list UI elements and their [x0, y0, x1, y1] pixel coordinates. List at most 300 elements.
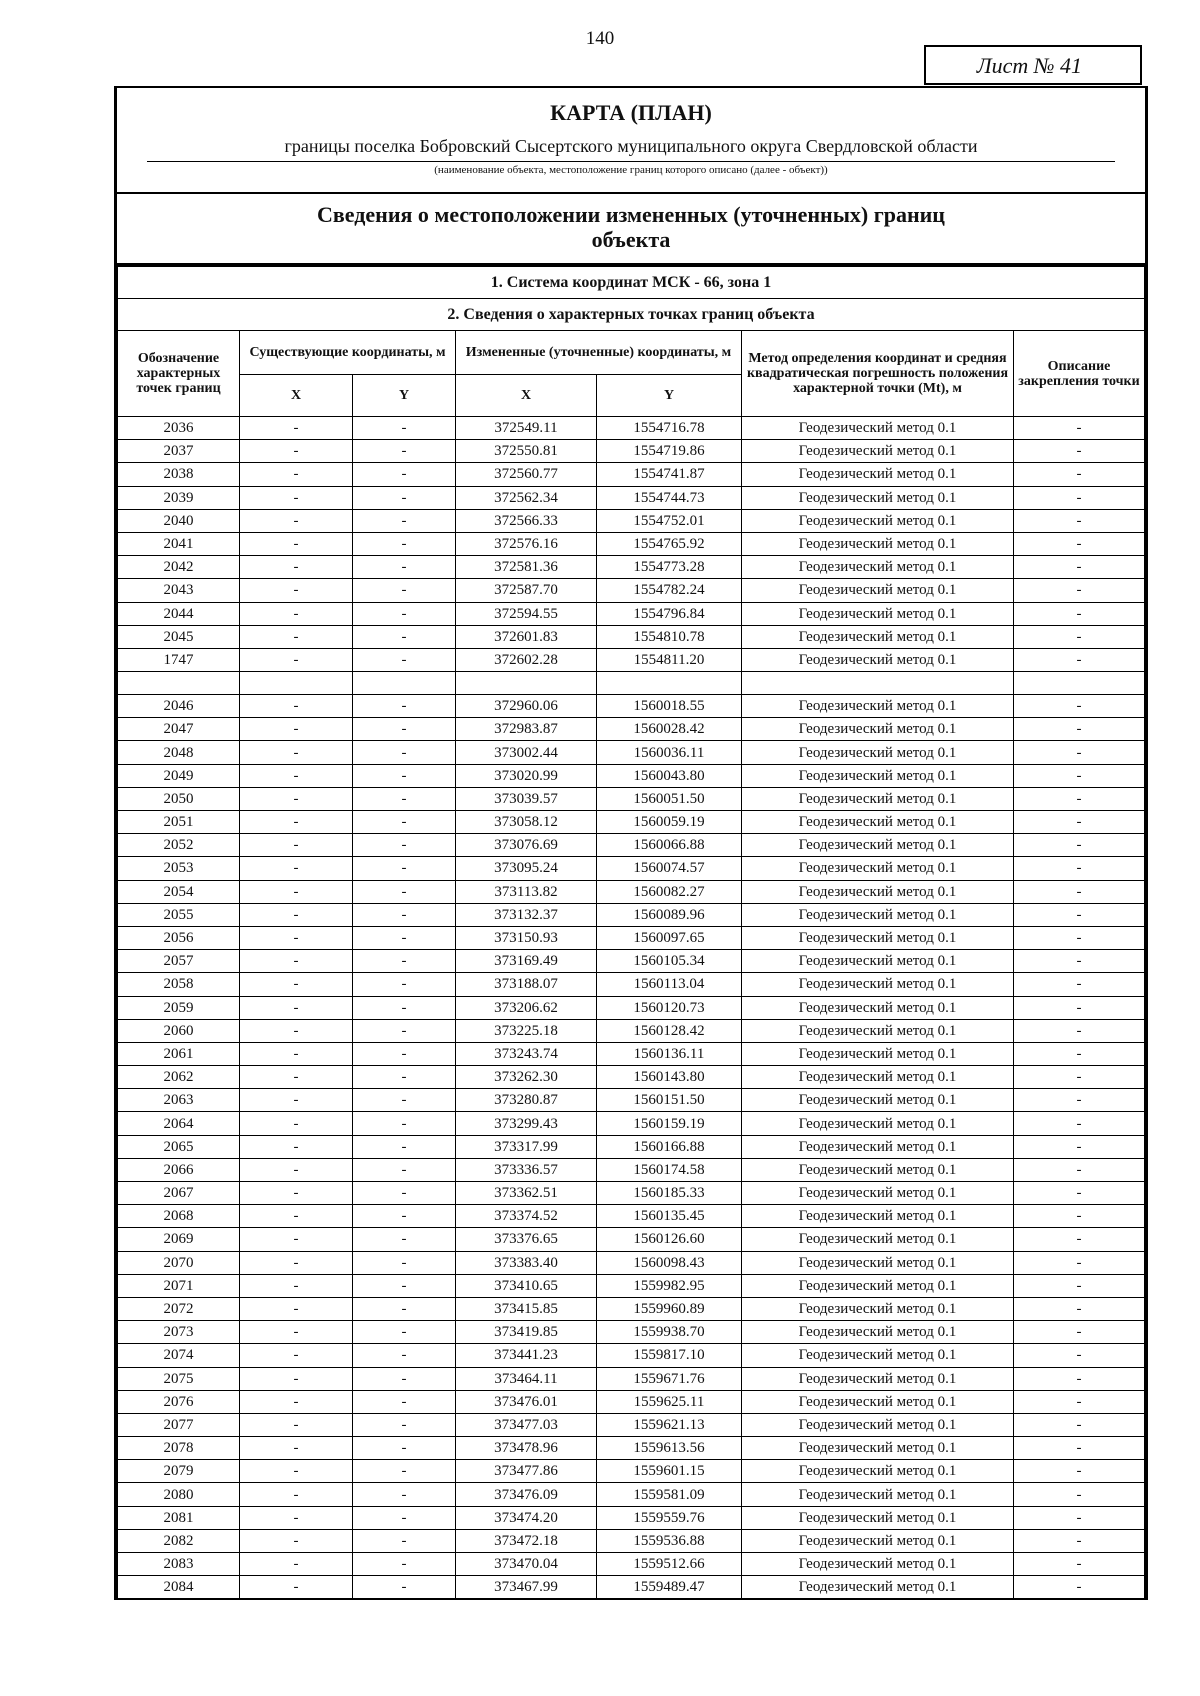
changed-y-cell: 1554810.78: [597, 625, 742, 648]
description-cell: -: [1014, 926, 1145, 949]
table-row: [118, 463, 1145, 486]
document-frame: [114, 86, 1148, 1600]
changed-y-cell: 1554744.73: [597, 486, 742, 509]
changed-x-cell: 373076.69: [456, 834, 597, 857]
table-row: [118, 1437, 1145, 1460]
existing-x-cell: -: [240, 1158, 353, 1181]
method-cell: Геодезический метод 0.1: [742, 1205, 1014, 1228]
table-row: [118, 903, 1145, 926]
description-cell: -: [1014, 741, 1145, 764]
table-row: [118, 1089, 1145, 1112]
description-cell: -: [1014, 1553, 1145, 1576]
existing-y-cell: -: [353, 1506, 456, 1529]
document-title: КАРТА (ПЛАН): [550, 100, 712, 125]
description-cell: -: [1014, 764, 1145, 787]
changed-y-cell: 1559671.76: [597, 1367, 742, 1390]
method-cell: Геодезический метод 0.1: [742, 811, 1014, 834]
changed-y-cell: 1559536.88: [597, 1529, 742, 1552]
existing-x-cell: -: [240, 1112, 353, 1135]
point-id-cell: 2059: [118, 996, 240, 1019]
header-point-id: Обозначение характерных точек границ: [118, 331, 240, 417]
changed-y-cell: 1559489.47: [597, 1576, 742, 1600]
method-cell: Геодезический метод 0.1: [742, 718, 1014, 741]
point-id-cell: 2036: [118, 417, 240, 440]
method-cell: Геодезический метод 0.1: [742, 787, 1014, 810]
point-id-cell: 2082: [118, 1529, 240, 1552]
table-row: [118, 440, 1145, 463]
description-cell: -: [1014, 1089, 1145, 1112]
existing-y-cell: -: [353, 1251, 456, 1274]
changed-y-cell: 1560082.27: [597, 880, 742, 903]
description-cell: -: [1014, 1066, 1145, 1089]
table-row: [118, 672, 1145, 695]
table-row: [118, 834, 1145, 857]
section-title: [117, 194, 1145, 266]
point-id-cell: 2053: [118, 857, 240, 880]
changed-x-cell: 373474.20: [456, 1506, 597, 1529]
table-row: [118, 1182, 1145, 1205]
method-cell: Геодезический метод 0.1: [742, 1437, 1014, 1460]
changed-y-cell: 1560143.80: [597, 1066, 742, 1089]
changed-y-cell: 1560128.42: [597, 1019, 742, 1042]
method-cell: Геодезический метод 0.1: [742, 1576, 1014, 1600]
existing-x-cell: -: [240, 1344, 353, 1367]
description-cell: -: [1014, 1042, 1145, 1065]
existing-x-cell: -: [240, 1437, 353, 1460]
changed-y-cell: 1559601.15: [597, 1460, 742, 1483]
sheet-label: Лист № 41: [924, 45, 1142, 85]
table-row: [118, 486, 1145, 509]
description-cell: -: [1014, 1205, 1145, 1228]
point-id-cell: 2043: [118, 579, 240, 602]
changed-y-cell: 1559982.95: [597, 1274, 742, 1297]
point-id-cell: 2062: [118, 1066, 240, 1089]
point-id-cell: 2048: [118, 741, 240, 764]
existing-x-cell: -: [240, 950, 353, 973]
header-changed-y: Y: [597, 375, 742, 417]
changed-y-cell: 1560051.50: [597, 787, 742, 810]
existing-x-cell: -: [240, 1089, 353, 1112]
changed-x-cell: 373415.85: [456, 1297, 597, 1320]
existing-y-cell: -: [353, 1228, 456, 1251]
existing-y-cell: -: [353, 1367, 456, 1390]
changed-x-cell: 372562.34: [456, 486, 597, 509]
changed-y-cell: 1560136.11: [597, 1042, 742, 1065]
changed-x-cell: 373150.93: [456, 926, 597, 949]
point-id-cell: 2042: [118, 556, 240, 579]
existing-x-cell: -: [240, 1483, 353, 1506]
point-id-cell: 2058: [118, 973, 240, 996]
existing-y-cell: -: [353, 1112, 456, 1135]
changed-x-cell: 372960.06: [456, 695, 597, 718]
changed-y-cell: 1559559.76: [597, 1506, 742, 1529]
table-row: [118, 857, 1145, 880]
coord-system-row: 1. Система координат МСК - 66, зона 1: [118, 267, 1145, 299]
description-cell: -: [1014, 996, 1145, 1019]
changed-y-cell: 1559581.09: [597, 1483, 742, 1506]
existing-x-cell: -: [240, 1019, 353, 1042]
description-cell: -: [1014, 857, 1145, 880]
description-cell: -: [1014, 417, 1145, 440]
changed-y-cell: 1554765.92: [597, 532, 742, 555]
existing-y-cell: -: [353, 509, 456, 532]
description-cell: -: [1014, 880, 1145, 903]
existing-y-cell: -: [353, 787, 456, 810]
changed-x-cell: 373467.99: [456, 1576, 597, 1600]
table-row: [118, 648, 1145, 671]
method-cell: Геодезический метод 0.1: [742, 1158, 1014, 1181]
method-cell: Геодезический метод 0.1: [742, 417, 1014, 440]
table-row: [118, 1390, 1145, 1413]
description-cell: -: [1014, 1437, 1145, 1460]
description-cell: -: [1014, 1182, 1145, 1205]
method-cell: Геодезический метод 0.1: [742, 764, 1014, 787]
description-cell: [1014, 672, 1145, 695]
existing-x-cell: -: [240, 648, 353, 671]
existing-y-cell: -: [353, 1553, 456, 1576]
changed-x-cell: 373476.09: [456, 1483, 597, 1506]
existing-x-cell: -: [240, 1228, 353, 1251]
changed-x-cell: 373095.24: [456, 857, 597, 880]
method-cell: Геодезический метод 0.1: [742, 1089, 1014, 1112]
table-row: [118, 811, 1145, 834]
changed-x-cell: 373132.37: [456, 903, 597, 926]
changed-x-cell: 373419.85: [456, 1321, 597, 1344]
table-row: [118, 1321, 1145, 1344]
method-cell: Геодезический метод 0.1: [742, 532, 1014, 555]
table-row: [118, 1274, 1145, 1297]
method-cell: Геодезический метод 0.1: [742, 950, 1014, 973]
existing-y-cell: -: [353, 486, 456, 509]
existing-x-cell: -: [240, 903, 353, 926]
method-cell: Геодезический метод 0.1: [742, 1390, 1014, 1413]
description-cell: -: [1014, 787, 1145, 810]
existing-x-cell: -: [240, 486, 353, 509]
changed-y-cell: 1560120.73: [597, 996, 742, 1019]
table-row: [118, 1297, 1145, 1320]
existing-y-cell: -: [353, 1042, 456, 1065]
changed-y-cell: 1560066.88: [597, 834, 742, 857]
method-cell: Геодезический метод 0.1: [742, 741, 1014, 764]
existing-y-cell: -: [353, 695, 456, 718]
table-row: [118, 764, 1145, 787]
changed-y-cell: 1559613.56: [597, 1437, 742, 1460]
table-row: [118, 695, 1145, 718]
changed-y-cell: 1559938.70: [597, 1321, 742, 1344]
point-id-cell: 2047: [118, 718, 240, 741]
table-row: [118, 1135, 1145, 1158]
description-cell: -: [1014, 1321, 1145, 1344]
table-row: [118, 1066, 1145, 1089]
changed-x-cell: 373206.62: [456, 996, 597, 1019]
method-cell: Геодезический метод 0.1: [742, 463, 1014, 486]
point-id-cell: 2038: [118, 463, 240, 486]
existing-y-cell: -: [353, 1274, 456, 1297]
changed-x-cell: 373477.86: [456, 1460, 597, 1483]
changed-y-cell: 1554782.24: [597, 579, 742, 602]
method-cell: Геодезический метод 0.1: [742, 1483, 1014, 1506]
existing-y-cell: -: [353, 950, 456, 973]
existing-x-cell: -: [240, 1205, 353, 1228]
changed-x-cell: 373478.96: [456, 1437, 597, 1460]
existing-y-cell: -: [353, 556, 456, 579]
table-row: [118, 1205, 1145, 1228]
page-number: 140: [585, 28, 615, 49]
method-cell: Геодезический метод 0.1: [742, 1228, 1014, 1251]
existing-x-cell: -: [240, 463, 353, 486]
changed-x-cell: 372602.28: [456, 648, 597, 671]
method-cell: Геодезический метод 0.1: [742, 1274, 1014, 1297]
table-row: [118, 741, 1145, 764]
description-cell: -: [1014, 1228, 1145, 1251]
existing-y-cell: -: [353, 718, 456, 741]
existing-x-cell: -: [240, 579, 353, 602]
table-row: [118, 1112, 1145, 1135]
changed-x-cell: 373472.18: [456, 1529, 597, 1552]
existing-y-cell: -: [353, 1205, 456, 1228]
point-id-cell: 2056: [118, 926, 240, 949]
existing-x-cell: -: [240, 440, 353, 463]
description-cell: -: [1014, 834, 1145, 857]
method-cell: Геодезический метод 0.1: [742, 556, 1014, 579]
existing-x-cell: -: [240, 1576, 353, 1600]
method-cell: Геодезический метод 0.1: [742, 1066, 1014, 1089]
existing-x-cell: -: [240, 1135, 353, 1158]
existing-x-cell: -: [240, 857, 353, 880]
points-section-row: 2. Сведения о характерных точках границ объекта: [118, 299, 1145, 331]
table-row: [118, 787, 1145, 810]
existing-x-cell: -: [240, 834, 353, 857]
changed-y-cell: 1559621.13: [597, 1413, 742, 1436]
description-cell: -: [1014, 695, 1145, 718]
method-cell: Геодезический метод 0.1: [742, 926, 1014, 949]
existing-x-cell: -: [240, 1042, 353, 1065]
changed-y-cell: 1560028.42: [597, 718, 742, 741]
existing-y-cell: -: [353, 903, 456, 926]
point-id-cell: 2037: [118, 440, 240, 463]
existing-x-cell: -: [240, 1460, 353, 1483]
object-underline: [147, 161, 1115, 162]
table-row: [118, 509, 1145, 532]
changed-y-cell: 1560089.96: [597, 903, 742, 926]
point-id-cell: 2083: [118, 1553, 240, 1576]
changed-x-cell: 373243.74: [456, 1042, 597, 1065]
changed-x-cell: 373280.87: [456, 1089, 597, 1112]
point-id-cell: 2076: [118, 1390, 240, 1413]
description-cell: -: [1014, 1576, 1145, 1600]
description-cell: -: [1014, 811, 1145, 834]
point-id-cell: 2055: [118, 903, 240, 926]
table-row: [118, 532, 1145, 555]
table-row: [118, 1460, 1145, 1483]
description-cell: -: [1014, 1112, 1145, 1135]
changed-x-cell: 373464.11: [456, 1367, 597, 1390]
changed-x-cell: 373020.99: [456, 764, 597, 787]
existing-y-cell: -: [353, 1135, 456, 1158]
changed-x-cell: 373225.18: [456, 1019, 597, 1042]
table-row: [118, 926, 1145, 949]
description-cell: -: [1014, 648, 1145, 671]
changed-x-cell: 372594.55: [456, 602, 597, 625]
existing-x-cell: -: [240, 787, 353, 810]
changed-x-cell: 373410.65: [456, 1274, 597, 1297]
object-caption: (наименование объекта, местоположение границ которого описано (далее - объект)): [434, 164, 828, 176]
changed-y-cell: 1560159.19: [597, 1112, 742, 1135]
changed-y-cell: 1560105.34: [597, 950, 742, 973]
description-cell: -: [1014, 1460, 1145, 1483]
method-cell: Геодезический метод 0.1: [742, 973, 1014, 996]
existing-x-cell: -: [240, 695, 353, 718]
existing-y-cell: -: [353, 996, 456, 1019]
changed-x-cell: 373374.52: [456, 1205, 597, 1228]
existing-x-cell: -: [240, 1321, 353, 1344]
existing-y-cell: -: [353, 880, 456, 903]
changed-x-cell: 372576.16: [456, 532, 597, 555]
changed-x-cell: 373476.01: [456, 1390, 597, 1413]
method-cell: Геодезический метод 0.1: [742, 1042, 1014, 1065]
existing-y-cell: -: [353, 1390, 456, 1413]
description-cell: -: [1014, 903, 1145, 926]
table-row: [118, 1158, 1145, 1181]
method-cell: Геодезический метод 0.1: [742, 509, 1014, 532]
changed-x-cell: 373058.12: [456, 811, 597, 834]
object-name: границы поселка Бобровский Сысертского муниципального округа Свердловской области: [284, 136, 978, 156]
table-row: [118, 1483, 1145, 1506]
changed-y-cell: 1560185.33: [597, 1182, 742, 1205]
changed-y-cell: 1560097.65: [597, 926, 742, 949]
existing-y-cell: -: [353, 1437, 456, 1460]
method-cell: Геодезический метод 0.1: [742, 1367, 1014, 1390]
point-id-cell: 2084: [118, 1576, 240, 1600]
existing-x-cell: -: [240, 1413, 353, 1436]
table-row: [118, 1019, 1145, 1042]
description-cell: -: [1014, 556, 1145, 579]
changed-x-cell: 372601.83: [456, 625, 597, 648]
table-row: [118, 1367, 1145, 1390]
changed-y-cell: 1560059.19: [597, 811, 742, 834]
table-row: [118, 718, 1145, 741]
changed-x-cell: 373470.04: [456, 1553, 597, 1576]
point-id-cell: 2051: [118, 811, 240, 834]
description-cell: -: [1014, 1483, 1145, 1506]
description-cell: -: [1014, 1135, 1145, 1158]
header-existing: Существующие координаты, м: [240, 331, 456, 375]
point-id-cell: 2068: [118, 1205, 240, 1228]
method-cell: Геодезический метод 0.1: [742, 1135, 1014, 1158]
method-cell: Геодезический метод 0.1: [742, 440, 1014, 463]
existing-y-cell: -: [353, 625, 456, 648]
existing-x-cell: -: [240, 811, 353, 834]
description-cell: -: [1014, 579, 1145, 602]
changed-x-cell: 373262.30: [456, 1066, 597, 1089]
point-id-cell: 2041: [118, 532, 240, 555]
point-id-cell: 2075: [118, 1367, 240, 1390]
existing-y-cell: -: [353, 579, 456, 602]
existing-y-cell: [353, 672, 456, 695]
existing-x-cell: -: [240, 556, 353, 579]
existing-y-cell: -: [353, 1321, 456, 1344]
method-cell: Геодезический метод 0.1: [742, 1460, 1014, 1483]
existing-y-cell: -: [353, 741, 456, 764]
existing-x-cell: [240, 672, 353, 695]
section-title-line2: объекта: [591, 227, 671, 252]
description-cell: -: [1014, 1297, 1145, 1320]
point-id-cell: 2039: [118, 486, 240, 509]
changed-y-cell: [597, 672, 742, 695]
existing-y-cell: -: [353, 1460, 456, 1483]
changed-x-cell: 373376.65: [456, 1228, 597, 1251]
changed-y-cell: 1560174.58: [597, 1158, 742, 1181]
point-id-cell: 2061: [118, 1042, 240, 1065]
description-cell: -: [1014, 602, 1145, 625]
header-existing-y: Y: [353, 375, 456, 417]
existing-x-cell: -: [240, 996, 353, 1019]
changed-x-cell: 373336.57: [456, 1158, 597, 1181]
existing-y-cell: -: [353, 1529, 456, 1552]
existing-y-cell: -: [353, 1019, 456, 1042]
changed-y-cell: 1560151.50: [597, 1089, 742, 1112]
table-row: [118, 1413, 1145, 1436]
header-method: Метод определения координат и средняя квадратическая погрешность положения характерной точки (Mt), м: [742, 331, 1014, 417]
changed-y-cell: 1559625.11: [597, 1390, 742, 1413]
table-row: [118, 880, 1145, 903]
changed-y-cell: 1554719.86: [597, 440, 742, 463]
table-row: [118, 1576, 1145, 1600]
table-row: [118, 625, 1145, 648]
existing-x-cell: -: [240, 602, 353, 625]
changed-y-cell: 1560074.57: [597, 857, 742, 880]
header-description: Описание закрепления точки: [1014, 331, 1145, 417]
table-row: [118, 1553, 1145, 1576]
existing-x-cell: -: [240, 1274, 353, 1297]
point-id-cell: 2057: [118, 950, 240, 973]
changed-y-cell: 1554811.20: [597, 648, 742, 671]
description-cell: -: [1014, 950, 1145, 973]
existing-y-cell: -: [353, 1344, 456, 1367]
existing-x-cell: -: [240, 880, 353, 903]
method-cell: Геодезический метод 0.1: [742, 602, 1014, 625]
changed-y-cell: 1554796.84: [597, 602, 742, 625]
method-cell: Геодезический метод 0.1: [742, 857, 1014, 880]
point-id-cell: 2052: [118, 834, 240, 857]
description-cell: -: [1014, 1019, 1145, 1042]
point-id-cell: 2066: [118, 1158, 240, 1181]
method-cell: Геодезический метод 0.1: [742, 880, 1014, 903]
table-row: [118, 1506, 1145, 1529]
existing-y-cell: -: [353, 1182, 456, 1205]
existing-y-cell: -: [353, 1158, 456, 1181]
point-id-cell: 2040: [118, 509, 240, 532]
description-cell: -: [1014, 1529, 1145, 1552]
table-row: [118, 950, 1145, 973]
existing-y-cell: -: [353, 1066, 456, 1089]
table-row: [118, 1228, 1145, 1251]
changed-x-cell: 373039.57: [456, 787, 597, 810]
existing-y-cell: -: [353, 440, 456, 463]
table-row: [118, 1251, 1145, 1274]
description-cell: -: [1014, 1506, 1145, 1529]
description-cell: -: [1014, 1158, 1145, 1181]
method-cell: Геодезический метод 0.1: [742, 996, 1014, 1019]
existing-y-cell: -: [353, 1483, 456, 1506]
changed-x-cell: 372581.36: [456, 556, 597, 579]
point-id-cell: 2063: [118, 1089, 240, 1112]
existing-y-cell: -: [353, 973, 456, 996]
existing-x-cell: -: [240, 1066, 353, 1089]
point-id-cell: 2071: [118, 1274, 240, 1297]
changed-x-cell: 372560.77: [456, 463, 597, 486]
changed-y-cell: 1559960.89: [597, 1297, 742, 1320]
